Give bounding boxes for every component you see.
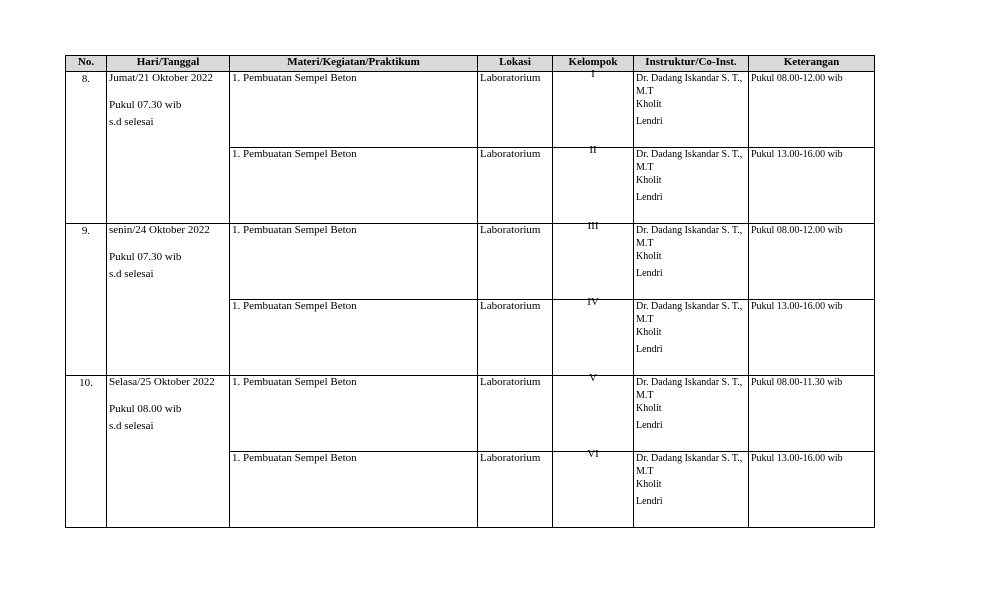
instruktur-name: Dr. Dadang Iskandar S. T., M.T <box>636 453 743 477</box>
lokasi-cell: Laboratorium <box>478 148 553 224</box>
lokasi-cell: Laboratorium <box>478 376 553 452</box>
table-row <box>66 224 875 300</box>
keterangan-cell: Pukul 08.00-12.00 wib <box>749 224 875 300</box>
header-row <box>66 56 875 72</box>
day-until: s.d selesai <box>109 116 154 128</box>
co-instruktur-name: Lendri <box>636 344 663 355</box>
instruktur-name: Dr. Dadang Iskandar S. T., M.T <box>636 377 743 401</box>
lokasi-cell: Laboratorium <box>478 72 553 148</box>
keterangan-cell: Pukul 08.00-12.00 wib <box>749 72 875 148</box>
day-until: s.d selesai <box>109 268 154 280</box>
header-hari-tanggal: Hari/Tanggal <box>107 56 230 72</box>
instruktur-cell <box>634 72 749 148</box>
day-cell <box>107 72 230 224</box>
co-instruktur-name: Kholit <box>636 403 662 414</box>
instruktur-name: Dr. Dadang Iskandar S. T., M.T <box>636 301 743 325</box>
kelompok-cell: III <box>553 224 634 300</box>
co-instruktur-name: Kholit <box>636 99 662 110</box>
co-instruktur-name: Kholit <box>636 327 662 338</box>
header-keterangan: Keterangan <box>749 56 875 72</box>
schedule-table <box>65 55 875 528</box>
co-instruktur-name: Kholit <box>636 479 662 490</box>
day-time: Pukul 07.30 wib <box>109 251 182 263</box>
materi-cell: 1. Pembuatan Sempel Beton <box>230 376 478 452</box>
keterangan-cell: Pukul 13.00-16.00 wib <box>749 300 875 376</box>
co-instruktur-name: Lendri <box>636 420 663 431</box>
kelompok-cell: VI <box>553 452 634 528</box>
materi-cell: 1. Pembuatan Sempel Beton <box>230 148 478 224</box>
lokasi-cell: Laboratorium <box>478 300 553 376</box>
co-instruktur-name: Lendri <box>636 268 663 279</box>
day-cell <box>107 376 230 528</box>
instruktur-cell <box>634 300 749 376</box>
day-date: Jumat/21 Oktober 2022 <box>109 72 213 84</box>
materi-cell: 1. Pembuatan Sempel Beton <box>230 300 478 376</box>
instruktur-cell <box>634 224 749 300</box>
co-instruktur-name: Lendri <box>636 496 663 507</box>
lokasi-cell: Laboratorium <box>478 224 553 300</box>
table-row <box>66 72 875 148</box>
kelompok-cell: II <box>553 148 634 224</box>
day-date: Selasa/25 Oktober 2022 <box>109 376 215 388</box>
header-instruktur: Instruktur/Co-Inst. <box>634 56 749 72</box>
day-cell <box>107 224 230 376</box>
co-instruktur-name: Kholit <box>636 175 662 186</box>
co-instruktur-name: Lendri <box>636 116 663 127</box>
instruktur-cell <box>634 148 749 224</box>
kelompok-cell: IV <box>553 300 634 376</box>
keterangan-cell: Pukul 13.00-16.00 wib <box>749 452 875 528</box>
day-until: s.d selesai <box>109 420 154 432</box>
table-row <box>66 376 875 452</box>
materi-cell: 1. Pembuatan Sempel Beton <box>230 224 478 300</box>
instruktur-cell <box>634 452 749 528</box>
row-number: 9. <box>66 224 107 376</box>
co-instruktur-name: Lendri <box>636 192 663 203</box>
kelompok-cell: I <box>553 72 634 148</box>
day-time: Pukul 08.00 wib <box>109 403 182 415</box>
instruktur-cell <box>634 376 749 452</box>
materi-cell: 1. Pembuatan Sempel Beton <box>230 72 478 148</box>
header-materi: Materi/Kegiatan/Praktikum <box>230 56 478 72</box>
keterangan-cell: Pukul 08.00-11.30 wib <box>749 376 875 452</box>
row-number: 8. <box>66 72 107 224</box>
lokasi-cell: Laboratorium <box>478 452 553 528</box>
header-kelompok: Kelompok <box>553 56 634 72</box>
instruktur-name: Dr. Dadang Iskandar S. T., M.T <box>636 225 743 249</box>
header-lokasi: Lokasi <box>478 56 553 72</box>
instruktur-name: Dr. Dadang Iskandar S. T., M.T <box>636 73 743 97</box>
materi-cell: 1. Pembuatan Sempel Beton <box>230 452 478 528</box>
instruktur-name: Dr. Dadang Iskandar S. T., M.T <box>636 149 743 173</box>
row-number: 10. <box>66 376 107 528</box>
co-instruktur-name: Kholit <box>636 251 662 262</box>
kelompok-cell: V <box>553 376 634 452</box>
keterangan-cell: Pukul 13.00-16.00 wib <box>749 148 875 224</box>
header-no: No. <box>66 56 107 72</box>
day-time: Pukul 07.30 wib <box>109 99 182 111</box>
day-date: senin/24 Oktober 2022 <box>109 224 210 236</box>
